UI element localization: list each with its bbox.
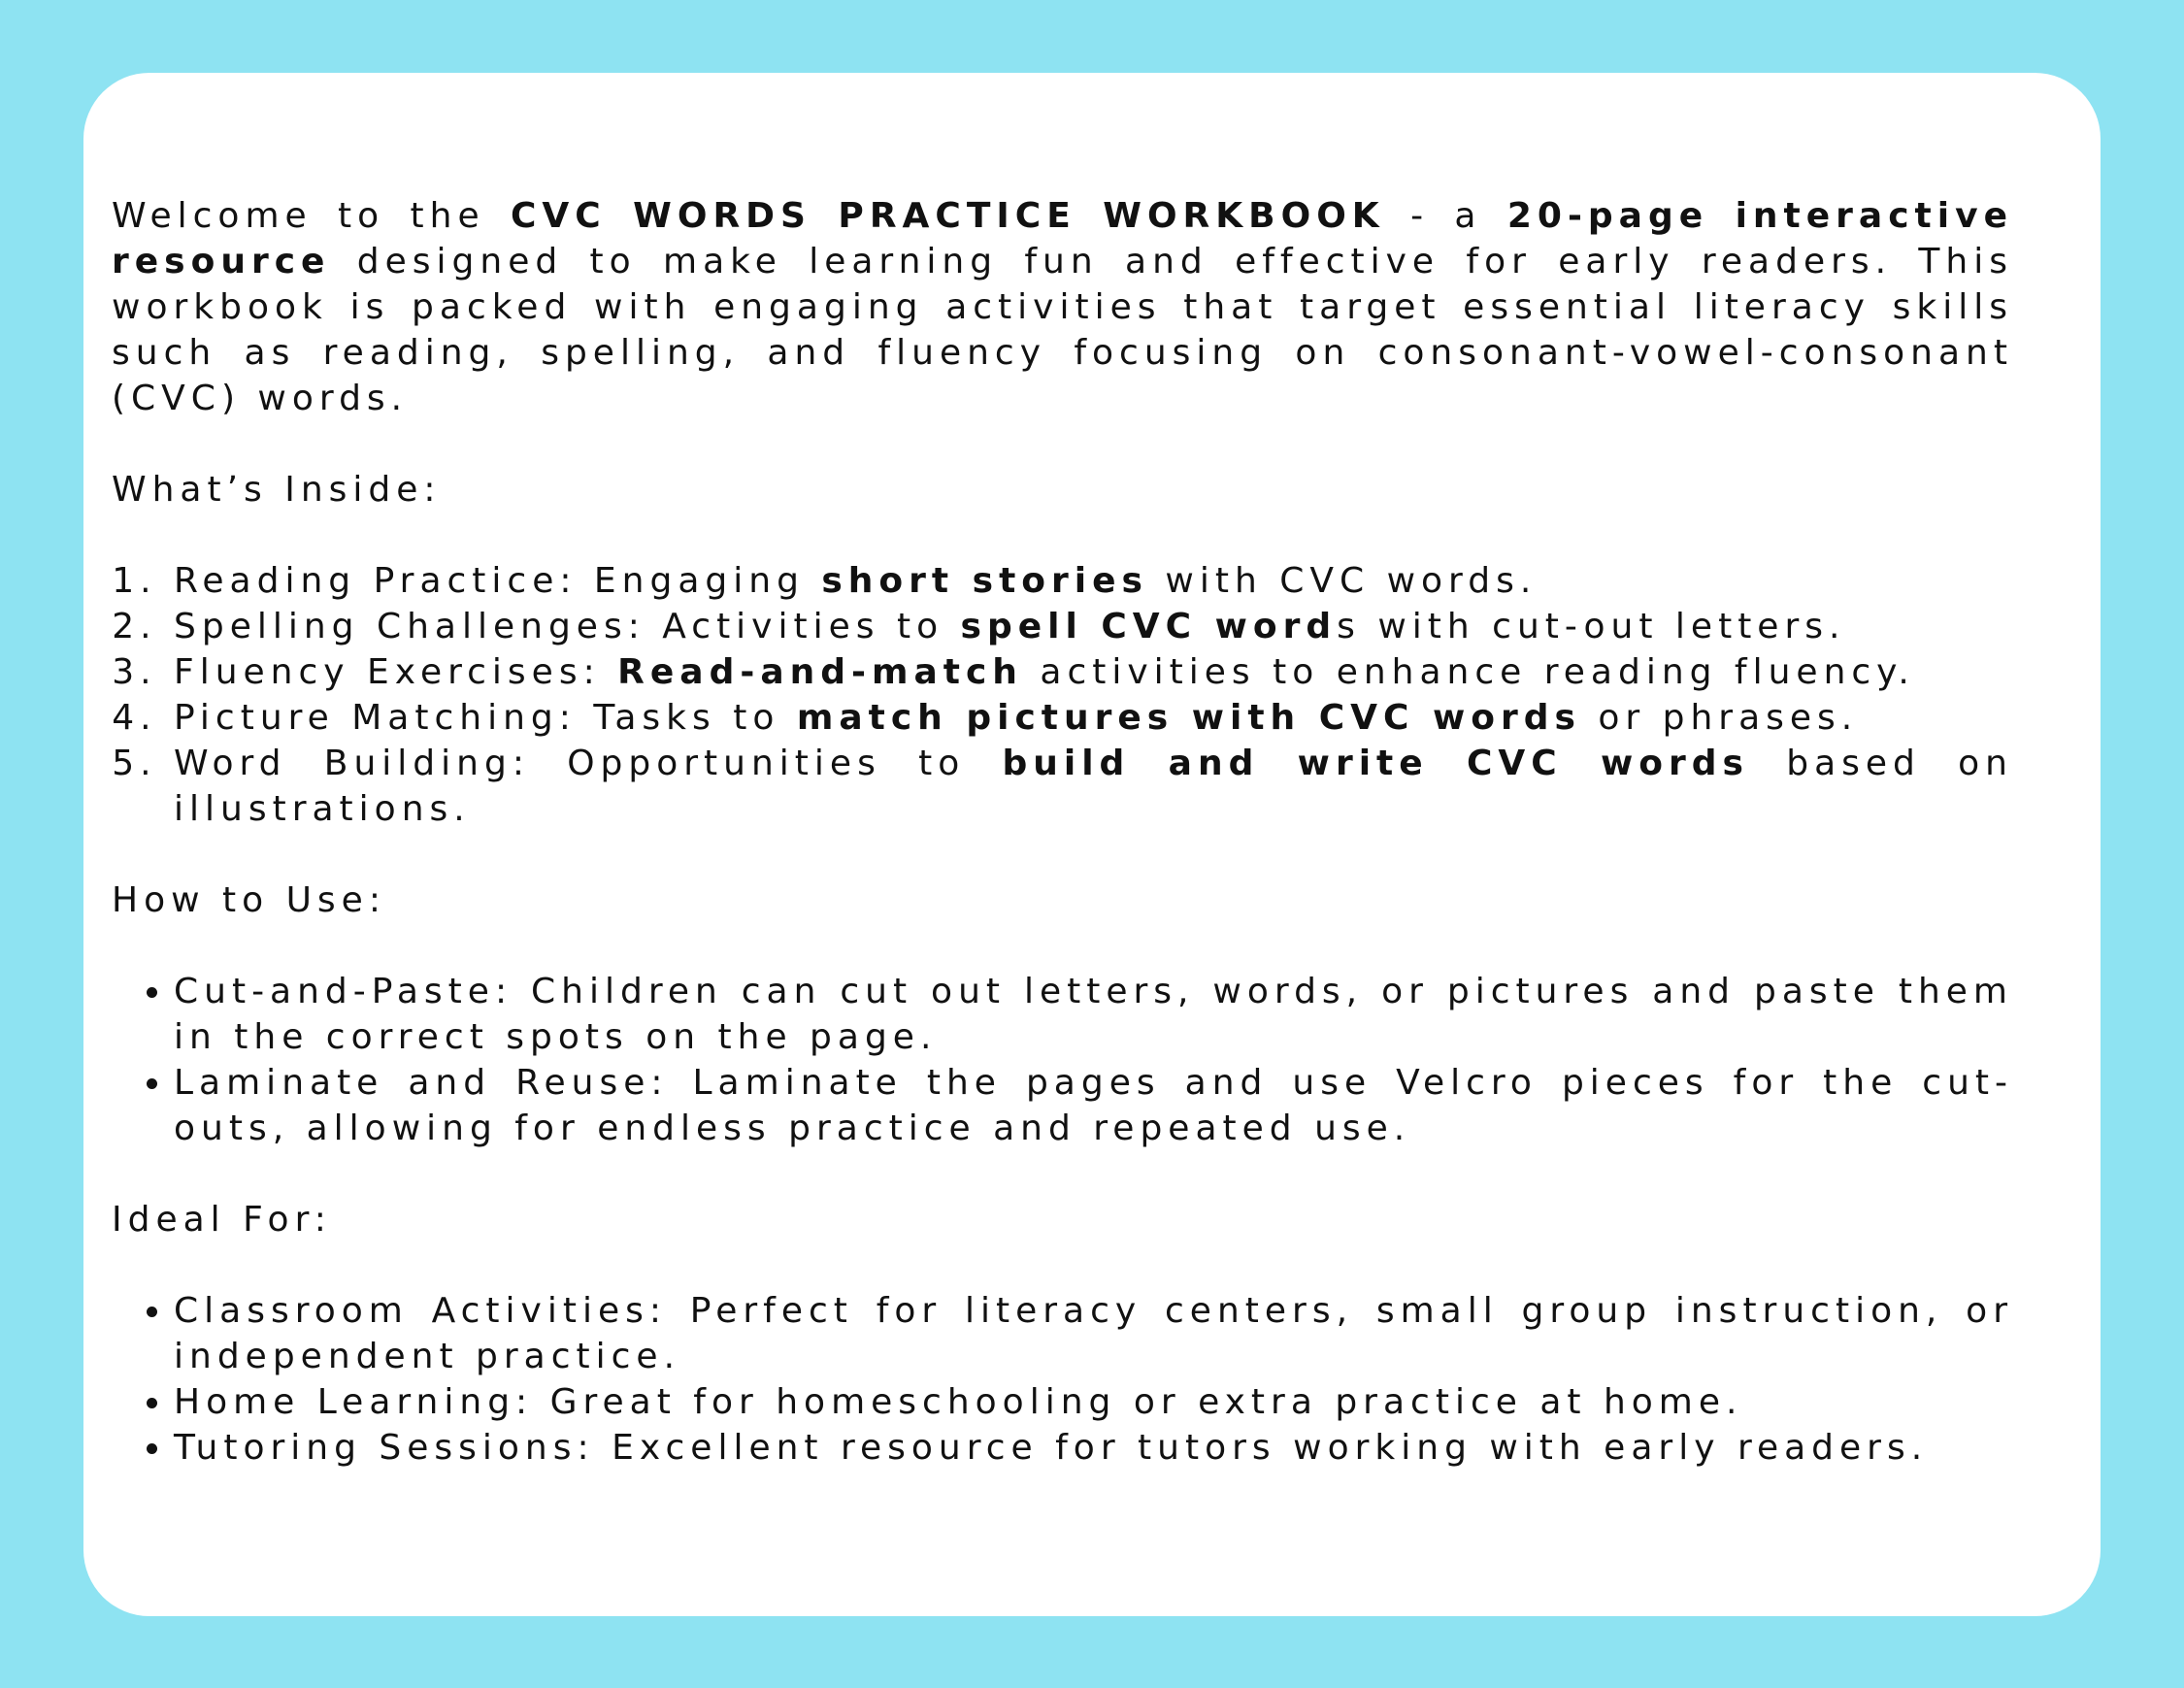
- item-highlight: spell CVC word: [960, 607, 1338, 646]
- list-item: • Laminate and Reuse: Laminate the pages and use Velcro pieces for the cut-outs, allowing for endless practice and repeated use.: [174, 1060, 2013, 1151]
- item-highlight: short stories: [821, 561, 1148, 601]
- list-item: [174, 558, 2013, 604]
- item-text: with CVC words.: [1147, 561, 1538, 601]
- intro-text: Welcome to the: [112, 196, 511, 236]
- item-text: activities to enhance reading fluency.: [1022, 652, 1915, 692]
- content-card: [83, 73, 2101, 1616]
- list-item: • Classroom Activities: Perfect for literacy centers, small group instruction, or independent practice.: [174, 1288, 2013, 1379]
- whats-inside-list: [112, 558, 2013, 832]
- item-highlight: build and write CVC words: [1002, 744, 1749, 783]
- item-text: based on illustrations.: [174, 744, 2013, 829]
- list-item: • Home Learning: Great for homeschooling or extra practice at home.: [174, 1379, 2013, 1425]
- intro-paragraph: [112, 193, 2013, 421]
- ideal-for-list: [112, 1288, 2013, 1471]
- page-count-highlight: 20-page interactive resource: [112, 196, 2013, 281]
- item-text: or phrases.: [1580, 698, 1859, 738]
- item-text: Fluency Exercises:: [174, 652, 618, 692]
- item-text: Picture Matching: Tasks to: [174, 698, 797, 738]
- whats-inside-heading: What’s Inside:: [112, 470, 442, 510]
- list-item: • Tutoring Sessions: Excellent resource for tutors working with early readers.: [174, 1425, 2013, 1471]
- item-text: s with cut-out letters.: [1337, 607, 1846, 646]
- how-to-use-heading: How to Use:: [112, 880, 386, 920]
- how-to-use-list: [112, 969, 2013, 1151]
- list-item: [174, 695, 2013, 741]
- intro-text: - a: [1384, 196, 1507, 236]
- item-highlight: Read-and-match: [617, 652, 1023, 692]
- ideal-for-heading: Ideal For:: [112, 1200, 332, 1240]
- intro-text: designed to make learning fun and effective for early readers. This workbook is packed with engaging activities that target essential literacy skills such as reading, spelling, and fluency focusing on consonant-vowel-consonant (CVC) words.: [112, 242, 2013, 418]
- item-highlight: match pictures with CVC words: [796, 698, 1581, 738]
- workbook-title: CVC WORDS PRACTICE WORKBOOK: [510, 196, 1385, 236]
- list-item: [174, 741, 2013, 832]
- list-item: • Cut-and-Paste: Children can cut out letters, words, or pictures and paste them in the correct spots on the page.: [174, 969, 2013, 1060]
- item-text: Word Building: Opportunities to: [174, 744, 1003, 783]
- document-body: [112, 193, 2013, 1471]
- item-text: Spelling Challenges: Activities to: [174, 607, 961, 646]
- list-item: [174, 604, 2013, 649]
- item-text: Reading Practice: Engaging: [174, 561, 822, 601]
- list-item: [174, 649, 2013, 695]
